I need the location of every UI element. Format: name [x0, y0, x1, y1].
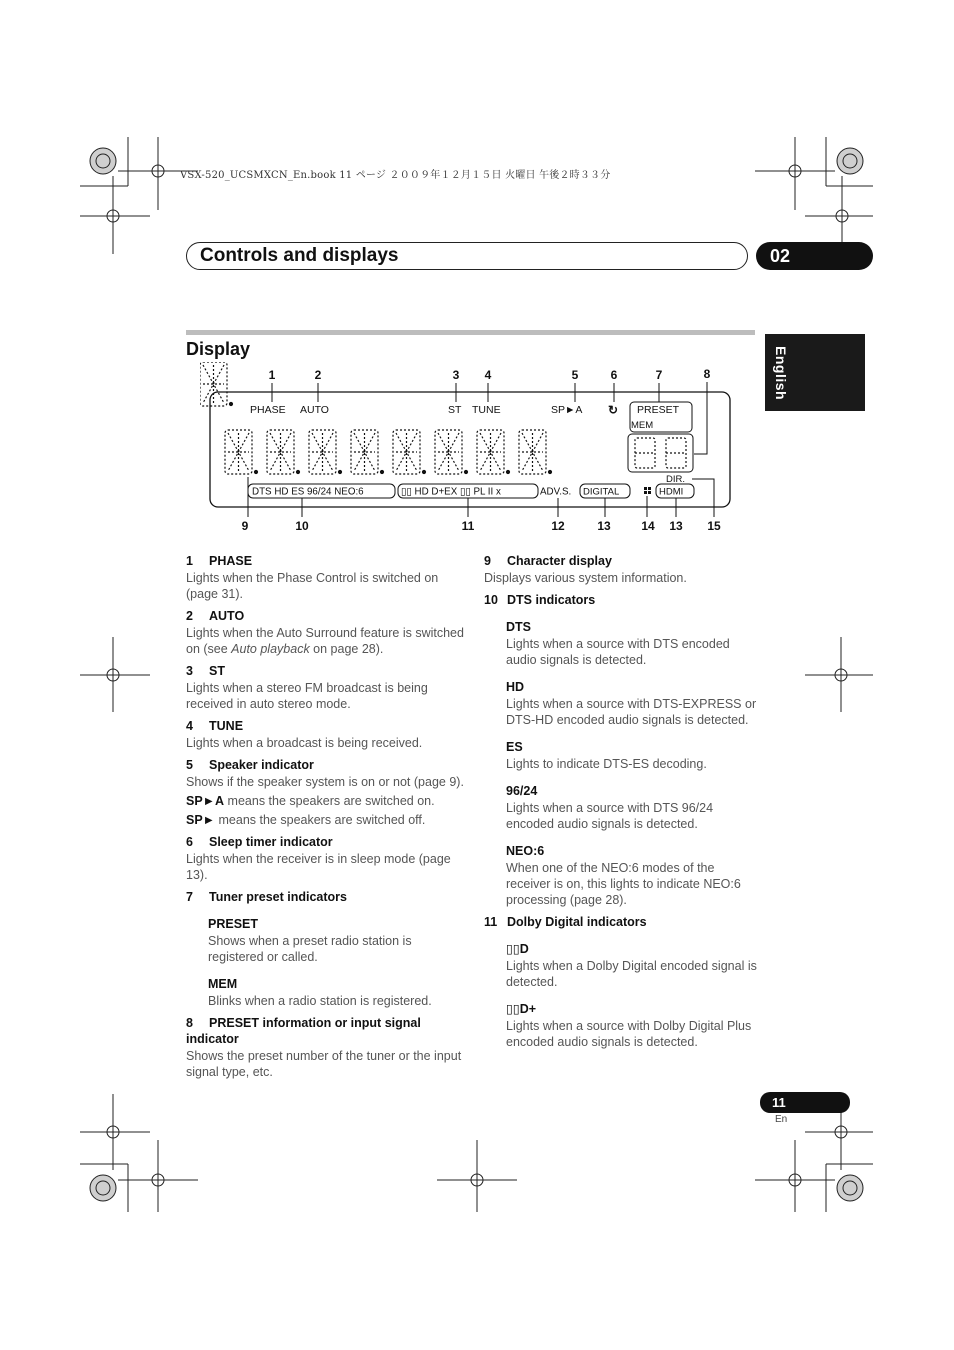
- tuner-preset-subitems: [186, 916, 464, 1009]
- preset-indicator: PRESET: [637, 404, 680, 416]
- dolby-digital-subtext: Lights when a Dolby Digital encoded signal is detected.: [506, 959, 757, 989]
- language-side-tab: [765, 334, 865, 411]
- sleep-icon: ↻: [608, 403, 619, 417]
- display-diagram: [200, 362, 740, 542]
- callout-11: 11: [461, 519, 475, 533]
- item-character-text: Displays various system information.: [484, 571, 687, 585]
- callout-13a: 13: [597, 519, 611, 533]
- dts-subtext: Lights when a source with DTS encoded audio signals is detected.: [506, 637, 730, 667]
- 96-24-subtext: Lights when a source with DTS 96/24 encoded audio signals is detected.: [506, 801, 714, 831]
- 96-24-subheading: 96/24: [506, 784, 538, 798]
- item-speaker-text: Shows if the speaker system is on or not (page 9).: [186, 775, 464, 789]
- item-sleep-text: Lights when the receiver is in sleep mode (page 13).: [186, 852, 451, 882]
- item-st-text: Lights when a stereo FM broadcast is being received in auto stereo mode.: [186, 681, 428, 711]
- page-number-badge: 11: [760, 1092, 850, 1113]
- item-dts-heading: 10 DTS indicators: [484, 593, 596, 607]
- dir-indicator: DIR.: [666, 474, 685, 485]
- item-speaker-heading: 5 Speaker indicator: [186, 758, 314, 772]
- section-title: Display: [186, 339, 251, 359]
- item-tune-text: Lights when a broadcast is being received.: [186, 736, 423, 750]
- item-tuner-preset-heading: 7 Tuner preset indicators: [186, 890, 347, 904]
- dts-indicators: DTS HD ES 96/24 NEO:6: [252, 486, 364, 498]
- mem-subtext: Blinks when a radio station is registered.: [208, 994, 432, 1008]
- callout-9: 9: [241, 519, 249, 533]
- item-auto-text: Lights when the Auto Surround feature is switched on (see Auto playback on page 28).: [186, 626, 464, 656]
- dolby-subitems: [484, 941, 760, 1050]
- es-subtext: Lights to indicate DTS-ES decoding.: [506, 757, 707, 771]
- item-phase-text: Lights when the Phase Control is switched on (page 31).: [186, 571, 439, 601]
- item-sleep-heading: 6 Sleep timer indicator: [186, 835, 333, 849]
- mem-indicator: MEM: [631, 420, 654, 431]
- digital-indicator: DIGITAL: [583, 486, 620, 498]
- callout-4: 4: [484, 368, 492, 382]
- st-indicator: ST: [448, 404, 462, 416]
- section-rule: [186, 330, 755, 335]
- callout-1: 1: [268, 368, 276, 382]
- dolby-digital-plus-subtext: Lights when a source with Dolby Digital Plus encoded audio signals is detected.: [506, 1019, 752, 1049]
- item-character-heading: 9 Character display: [484, 554, 612, 568]
- callout-2: 2: [314, 368, 322, 382]
- item-tune-heading: 4 TUNE: [186, 719, 244, 733]
- language-side-tab-label: English: [773, 346, 789, 401]
- callout-10: 10: [295, 519, 309, 533]
- item-preset-info-heading: 8 PRESET information or input signal indicator: [186, 1016, 421, 1046]
- chapter-number-badge: 02: [756, 242, 873, 270]
- callout-3: 3: [452, 368, 460, 382]
- print-header: VSX-520_UCSMXCN_En.book 11 ページ ２００９年１２月１５日 火曜日 午後２時３３分: [180, 170, 611, 181]
- item-st-heading: 3 ST: [186, 664, 225, 678]
- page-header-title: Controls and displays: [200, 245, 399, 266]
- auto-indicator: AUTO: [300, 404, 329, 416]
- neo6-subheading: NEO:6: [506, 844, 545, 858]
- mem-subheading: MEM: [208, 977, 238, 991]
- es-subheading: ES: [506, 740, 523, 754]
- page-language-code: En: [775, 1114, 788, 1125]
- neo6-subtext: When one of the NEO:6 modes of the receiver is on, this lights to indicate NEO:6 processing (page 28).: [506, 861, 741, 907]
- item-phase-heading: 1 PHASE: [186, 554, 253, 568]
- dolby-digital-subheading: ▯▯D: [506, 942, 529, 956]
- advs-indicator: ADV.S.: [540, 486, 572, 498]
- description-column-right: [484, 547, 760, 1050]
- preset-subtext: Shows when a preset radio station is registered or called.: [208, 934, 412, 964]
- callout-12: 12: [551, 519, 565, 533]
- callout-13b: 13: [669, 519, 683, 533]
- speaker-off-note: SP► means the speakers are switched off.: [186, 813, 426, 827]
- hd-subheading: HD: [506, 680, 525, 694]
- hd-subtext: Lights when a source with DTS-EXPRESS or DTS-HD encoded audio signals is detected.: [506, 697, 757, 727]
- dolby-indicators: ▯▯ HD D+EX ▯▯ PL II x: [401, 486, 501, 498]
- dts-subheading: DTS: [506, 620, 531, 634]
- tune-indicator: TUNE: [472, 404, 501, 416]
- speaker-on-note: SP►A means the speakers are switched on.: [186, 794, 435, 808]
- item-dolby-heading: 11 Dolby Digital indicators: [484, 915, 647, 929]
- callout-5: 5: [571, 368, 579, 382]
- character-display: [200, 362, 552, 474]
- callout-14: 14: [641, 519, 655, 533]
- callout-15: 15: [707, 519, 721, 533]
- item-preset-info-text: Shows the preset number of the tuner or the input signal type, etc.: [186, 1049, 462, 1079]
- callout-7: 7: [655, 368, 663, 382]
- phase-indicator: PHASE: [250, 404, 286, 416]
- speaker-indicator: SP►A: [551, 404, 583, 416]
- callout-8: 8: [703, 367, 711, 381]
- preset-subheading: PRESET: [208, 917, 259, 931]
- hdmi-indicator: HDMI: [659, 486, 684, 498]
- input-icon: [644, 487, 651, 494]
- item-auto-heading: 2 AUTO: [186, 609, 245, 623]
- callout-6: 6: [610, 368, 618, 382]
- description-column-left: [186, 547, 464, 1082]
- dolby-digital-plus-subheading: ▯▯D+: [506, 1002, 537, 1016]
- dts-subitems: [484, 619, 760, 908]
